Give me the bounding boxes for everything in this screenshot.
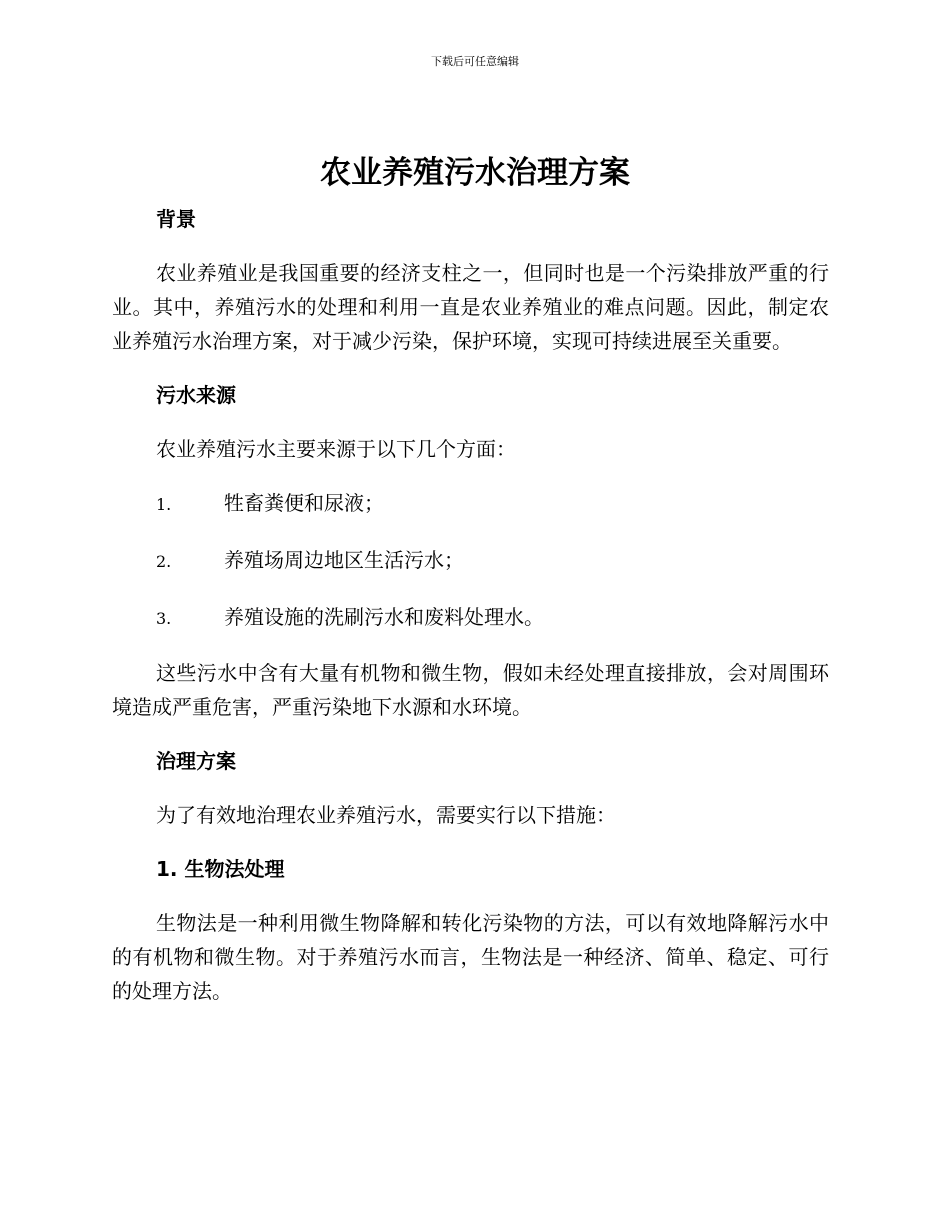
list-item <box>112 543 829 579</box>
list-item-text: 牲畜粪便和尿液； <box>224 491 384 515</box>
list-item <box>112 600 829 636</box>
list-item-number: 3. <box>156 609 172 628</box>
section-heading-solution: 治理方案 <box>156 749 236 773</box>
list-item-number: 2. <box>156 552 172 571</box>
background-paragraph: 农业养殖业是我国重要的经济支柱之一，但同时也是一个污染排放严重的行业。其中，养殖污水的处理和利用一直是农业养殖业的难点问题。因此，制定农业养殖污水治理方案，对于减少污染，保护环境，实现可持续进展至关重要。 <box>112 261 829 353</box>
list-item-number: 1. <box>156 495 172 514</box>
section-heading-sources: 污水来源 <box>156 383 236 407</box>
subsection-heading-biological: 1. 生物法处理 <box>156 857 285 881</box>
section-heading-background: 背景 <box>156 207 196 231</box>
document-title: 农业养殖污水治理方案 <box>320 155 630 191</box>
sources-intro: 农业养殖污水主要来源于以下几个方面： <box>156 437 516 461</box>
biological-paragraph: 生物法是一种利用微生物降解和转化污染物的方法，可以有效地降解污水中的有机物和微生物。对于养殖污水而言，生物法是一种经济、简单、稳定、可行的处理方法。 <box>112 911 829 1003</box>
document-body <box>112 202 829 1028</box>
list-item <box>112 486 829 522</box>
list-item-text: 养殖场周边地区生活污水； <box>224 548 464 572</box>
sources-summary: 这些污水中含有大量有机物和微生物，假如未经处理直接排放，会对周围环境造成严重危害，严重污染地下水源和水环境。 <box>112 661 829 719</box>
page-header-note: 下载后可任意编辑 <box>431 55 519 68</box>
sources-list <box>112 486 829 636</box>
solution-intro: 为了有效地治理农业养殖污水，需要实行以下措施： <box>156 803 616 827</box>
list-item-text: 养殖设施的洗刷污水和废料处理水。 <box>224 605 544 629</box>
